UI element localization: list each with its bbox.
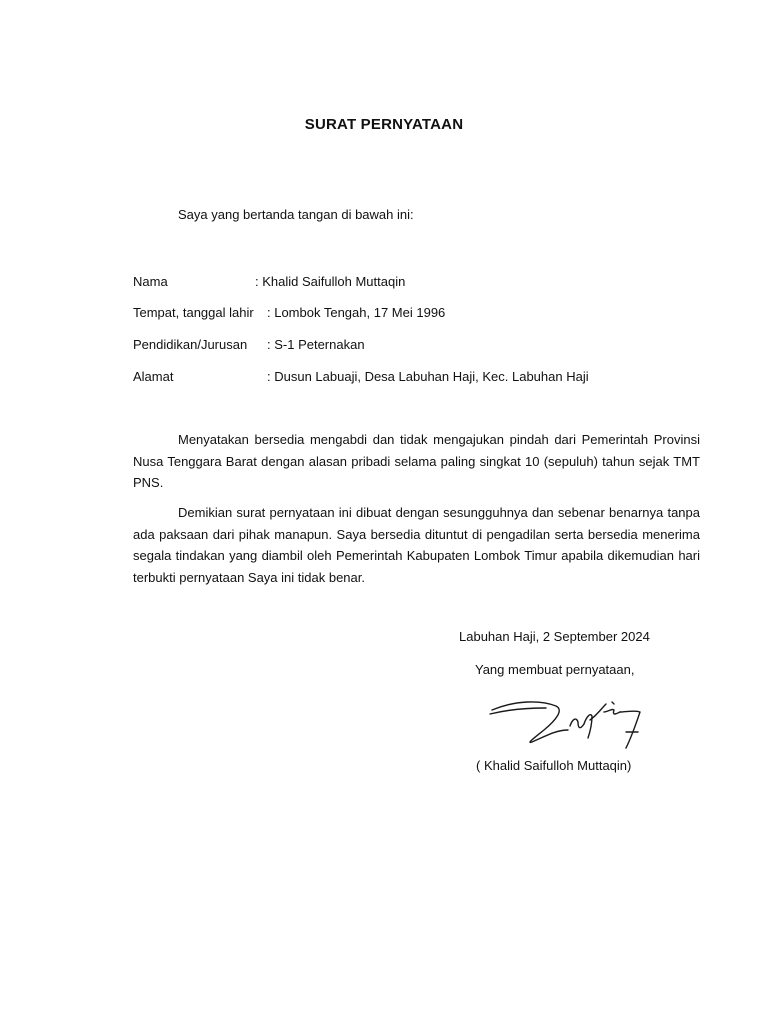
field-label: Pendidikan/Jurusan: [133, 337, 248, 352]
field-label: Tempat, tanggal lahir: [133, 305, 254, 320]
closing-paragraph: Demikian surat pernyataan ini dibuat dengan sesungguhnya dan sebenar benarnya tanpa ada paksaan dari pihak manapun. Saya bersedia dituntut di pengadilan serta bersedia menerima segala tindakan yang diambil oleh Pemerintah Kabupaten Lombok Timur apabila dikemudian hari terbukti pernyataan Saya ini tidak benar.: [133, 505, 700, 585]
field-value: : Dusun Labuaji, Desa Labuhan Haji, Kec. Labuhan Haji: [267, 369, 589, 384]
signer-name: ( Khalid Saifulloh Muttaqin): [476, 758, 632, 773]
field-value: : Khalid Saifulloh Muttaqin: [255, 274, 406, 289]
field-value: : Lombok Tengah, 17 Mei 1996: [267, 305, 446, 320]
intro-line: Saya yang bertanda tangan di bawah ini:: [178, 207, 414, 222]
document-title: SURAT PERNYATAAN: [304, 116, 464, 133]
field-label: Nama: [133, 274, 168, 289]
handwritten-signature-icon: [486, 690, 656, 760]
field-value: : S-1 Peternakan: [267, 337, 365, 352]
place-date: Labuhan Haji, 2 September 2024: [459, 629, 650, 644]
statement-paragraph: Menyatakan bersedia mengabdi dan tidak mengajukan pindah dari Pemerintah Provinsi Nusa Tenggara Barat dengan alasan pribadi selama paling singkat 10 (sepuluh) tahun sejak TMT PNS.: [133, 432, 700, 490]
maker-label: Yang membuat pernyataan,: [475, 662, 635, 677]
field-label: Alamat: [133, 369, 174, 384]
